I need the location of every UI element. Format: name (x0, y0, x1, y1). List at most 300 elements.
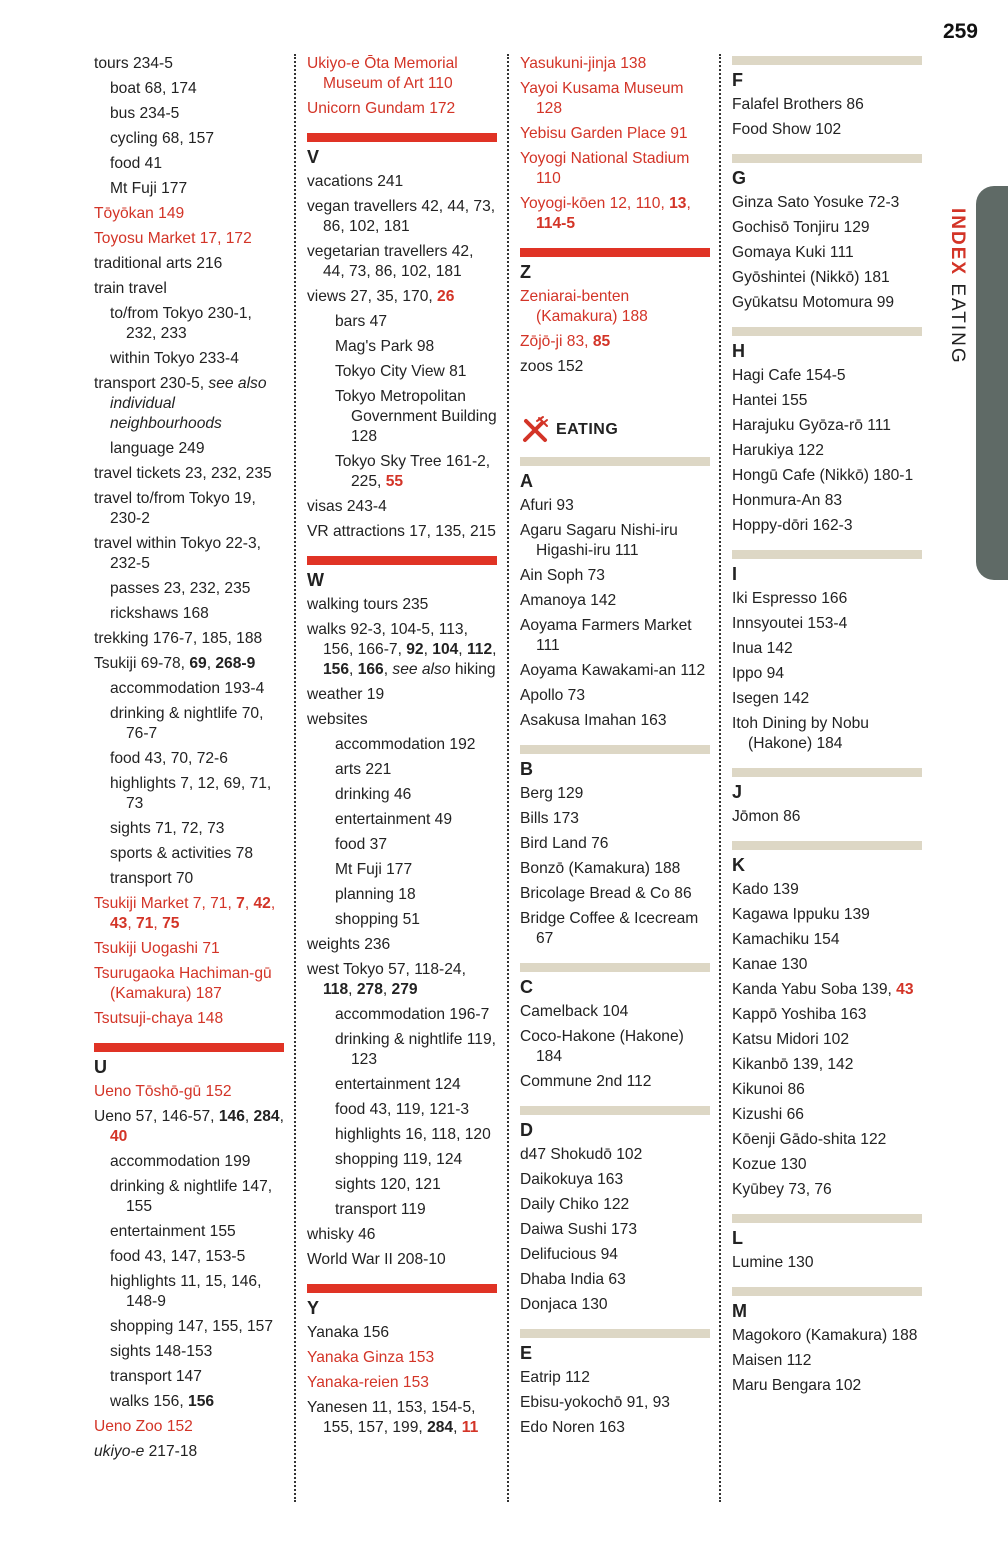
section-rule (732, 841, 922, 850)
page-ref-bold: 92 (406, 641, 424, 658)
entry-text: Kikanbō 139, 142 (732, 1056, 854, 1073)
index-subentry (110, 819, 284, 839)
entry-text: see also individual neighbourhoods (110, 375, 267, 432)
index-letter-heading: E (520, 1343, 533, 1363)
index-entry (732, 516, 922, 536)
index-entry (520, 1418, 710, 1438)
index-subentry (335, 1030, 497, 1070)
index-entry (94, 279, 284, 299)
index-entry (307, 685, 497, 705)
index-entry (732, 614, 922, 634)
entry-text: food 43, 70, 72-6 (110, 750, 228, 767)
entry-text: Donjaca 130 (520, 1296, 608, 1313)
index-letter-heading: A (520, 471, 533, 491)
entry-text: , (492, 641, 497, 658)
entry-text: walks 156, (110, 1393, 189, 1410)
index-subentry (110, 154, 284, 174)
entry-text: Kizushi 66 (732, 1106, 804, 1123)
entry-text: Edo Noren 163 (520, 1419, 625, 1436)
index-entry (94, 464, 284, 484)
index-entry (732, 1005, 922, 1025)
entry-text: Bills 173 (520, 810, 579, 827)
entry-text: accommodation 196-7 (335, 1006, 490, 1023)
index-entry (732, 1155, 922, 1175)
entry-text: Camelback 104 (520, 1003, 629, 1020)
section-rule (732, 56, 922, 65)
page-ref-bold: 278 (356, 981, 383, 998)
entry-text: Tsukiji Uogashi 71 (94, 940, 220, 957)
index-subentry (335, 1005, 497, 1025)
entry-text: Maru Bengara 102 (732, 1377, 862, 1394)
index-entry (94, 1107, 284, 1147)
index-subentry (335, 785, 497, 805)
entry-text: entertainment 124 (335, 1076, 461, 1093)
index-subentry (110, 844, 284, 864)
page-ref-bold: 166 (357, 661, 384, 678)
index-subentry (335, 735, 497, 755)
index-entry (732, 1055, 922, 1075)
index-subentry (335, 1150, 497, 1170)
entry-text: , (423, 641, 433, 658)
index-entry (94, 964, 284, 1004)
entry-text: 217-18 (144, 1443, 198, 1460)
index-entry (94, 629, 284, 649)
index-entry (94, 1082, 284, 1102)
entry-text: sights 148-153 (110, 1343, 213, 1360)
entry-text: boat 68, 174 (110, 80, 197, 97)
index-entry (94, 229, 284, 249)
entry-text: accommodation 193-4 (110, 680, 265, 697)
index-letter-heading: I (732, 564, 738, 584)
index-subentry (335, 1075, 497, 1095)
index-entry (520, 616, 710, 656)
index-entry (307, 1348, 497, 1368)
page-ref-bold: 13 (669, 195, 687, 212)
entry-text: , (382, 981, 392, 998)
entry-text: Innsyoutei 153-4 (732, 615, 848, 632)
eating-section-heading (520, 415, 710, 445)
entry-text: , (206, 655, 216, 672)
index-entry (307, 99, 497, 119)
entry-text: Delifucious 94 (520, 1246, 618, 1263)
index-subentry (335, 387, 497, 447)
chapter-label-section: EATING (947, 283, 968, 365)
entry-text: Kagawa Ippuku 139 (732, 906, 870, 923)
index-subentry (110, 1272, 284, 1312)
index-subentry (335, 1200, 497, 1220)
page-ref-bold: 26 (437, 288, 455, 305)
page-ref-bold: 118 (323, 981, 349, 998)
entry-text: Kyūbey 73, 76 (732, 1181, 832, 1198)
entry-text: weather 19 (307, 686, 385, 703)
index-subentry (335, 860, 497, 880)
index-entry (520, 1270, 710, 1290)
entry-text: see also (392, 661, 451, 678)
eating-heading-label: EATING (556, 421, 619, 438)
index-entry (732, 955, 922, 975)
index-subentry (335, 312, 497, 332)
entry-text: Mt Fuji 177 (110, 180, 188, 197)
entry-text: food 41 (110, 155, 163, 172)
entry-text: Dhaba India 63 (520, 1271, 626, 1288)
entry-text: walks 92-3, 104-5, 113, 156, 166-7, (307, 621, 468, 658)
page-ref-bold: 55 (385, 473, 404, 490)
page-ref-bold: 71 (136, 915, 154, 932)
entry-text: Amanoya 142 (520, 592, 617, 609)
index-letter-heading: F (732, 70, 743, 90)
entry-text: Kanda Yabu Soba 139, (732, 981, 897, 998)
index-entry (732, 120, 922, 140)
section-rule (732, 550, 922, 559)
index-letter-heading: V (307, 147, 320, 167)
entry-text: food 37 (335, 836, 388, 853)
entry-text: arts 221 (335, 761, 392, 778)
entry-text: language 249 (110, 440, 205, 457)
index-entry (520, 784, 710, 804)
index-entry (520, 661, 710, 681)
entry-text: Iki Espresso 166 (732, 590, 848, 607)
index-entry (307, 710, 497, 730)
page-ref-bold: 104 (432, 641, 459, 658)
entry-text: vacations 241 (307, 173, 404, 190)
entry-text: Eatrip 112 (520, 1369, 590, 1386)
index-column-2 (307, 54, 497, 1502)
page-ref-bold: 112 (466, 641, 493, 658)
column-divider (719, 54, 721, 1502)
entry-text: accommodation 199 (110, 1153, 251, 1170)
index-entry (732, 391, 922, 411)
page-ref-bold: 42 (253, 895, 271, 912)
entry-text: Magokoro (Kamakura) 188 (732, 1327, 918, 1344)
index-entry (732, 293, 922, 313)
index-entry (520, 1170, 710, 1190)
index-letter-heading: Y (307, 1298, 320, 1318)
entry-text: Ebisu-yokochō 91, 93 (520, 1394, 670, 1411)
index-entry (307, 595, 497, 615)
index-entry (307, 1323, 497, 1343)
entry-text: Daily Chiko 122 (520, 1196, 630, 1213)
entry-text: Apollo 73 (520, 687, 586, 704)
entry-text: Coco-Hakone (Hakone) 184 (520, 1028, 684, 1065)
section-rule (94, 1043, 284, 1052)
page-number: 259 (942, 20, 978, 43)
page-ref-bold: 156 (323, 661, 350, 678)
index-subentry (335, 1175, 497, 1195)
entry-text: Maisen 112 (732, 1352, 812, 1369)
index-entry (307, 287, 497, 307)
entry-text: drinking & nightlife 119, 123 (335, 1031, 496, 1068)
index-entry (520, 521, 710, 561)
index-entry (520, 591, 710, 611)
entry-text: Zeniarai-benten (Kamakura) 188 (520, 288, 648, 325)
entry-text: whisky 46 (307, 1226, 376, 1243)
entry-text: Ueno Tōshō-gū 152 (94, 1083, 232, 1100)
entry-text: Harukiya 122 (732, 442, 824, 459)
index-entry (94, 254, 284, 274)
index-letter-heading: K (732, 855, 745, 875)
index-entry (732, 1326, 922, 1346)
entry-text: Ain Soph 73 (520, 567, 605, 584)
index-entry (520, 287, 710, 327)
entry-text: west Tokyo 57, 118-24, (307, 961, 466, 978)
entry-text: Honmura-An 83 (732, 492, 843, 509)
index-subentry (335, 452, 497, 492)
index-subentry (110, 1342, 284, 1362)
index-entry (520, 149, 710, 189)
entry-text: shopping 51 (335, 911, 420, 928)
entry-text: Aoyama Farmers Market 111 (520, 617, 692, 654)
page-ref-bold: 268-9 (215, 655, 256, 672)
index-letter-heading: G (732, 168, 747, 188)
index-subentry (335, 1125, 497, 1145)
section-rule (520, 457, 710, 466)
index-subentry (110, 179, 284, 199)
entry-text: websites (307, 711, 368, 728)
entry-text: Unicorn Gundam 172 (307, 100, 456, 117)
index-entry (732, 466, 922, 486)
index-entry (307, 197, 497, 237)
entry-text: Tsurugaoka Hachiman-gū (Kamakura) 187 (94, 965, 272, 1002)
entry-text: VR attractions 17, 135, 215 (307, 523, 496, 540)
entry-text: visas 243-4 (307, 498, 387, 515)
entry-text: Jōmon 86 (732, 808, 801, 825)
index-entry (307, 54, 497, 94)
index-subentry (110, 304, 284, 344)
entry-text: transport 147 (110, 1368, 202, 1385)
fork-knife-icon (520, 415, 550, 445)
index-letter-heading: J (732, 782, 743, 802)
index-entry (732, 1080, 922, 1100)
index-entry (94, 374, 284, 434)
entry-text: Isegen 142 (732, 690, 810, 707)
index-entry (94, 1442, 284, 1462)
index-entry (732, 980, 922, 1000)
entry-text: Mag's Park 98 (335, 338, 435, 355)
index-entry (307, 935, 497, 955)
index-entry (732, 416, 922, 436)
entry-text: , (244, 1108, 254, 1125)
index-subentry (110, 679, 284, 699)
entry-text: drinking 46 (335, 786, 412, 803)
entry-text: Kikunoi 86 (732, 1081, 805, 1098)
index-entry (732, 714, 922, 754)
index-entry (520, 711, 710, 731)
entry-text: Yoyogi National Stadium 110 (520, 150, 690, 187)
entry-text: Food Show 102 (732, 121, 842, 138)
entry-text: Agaru Sagaru Nishi-iru Higashi-iru 111 (520, 522, 678, 559)
index-entry (732, 1351, 922, 1371)
entry-text: Yanaka-reien 153 (307, 1374, 429, 1391)
entry-text: Kozue 130 (732, 1156, 807, 1173)
entry-text: , (383, 661, 393, 678)
index-entry (94, 1417, 284, 1437)
entry-text: shopping 147, 155, 157 (110, 1318, 274, 1335)
index-subentry (110, 1367, 284, 1387)
section-rule (732, 768, 922, 777)
entry-text: highlights 11, 15, 146, 148-9 (110, 1273, 262, 1310)
entry-text: hiking (450, 661, 496, 678)
entry-text: Katsu Midori 102 (732, 1031, 850, 1048)
entry-text: walking tours 235 (307, 596, 429, 613)
index-letter-heading: L (732, 1228, 743, 1248)
entry-text: highlights 7, 12, 69, 71, 73 (110, 775, 272, 812)
page-ref-bold: 279 (391, 981, 418, 998)
page-ref-bold: 284 (427, 1419, 454, 1436)
entry-text: Itoh Dining by Nobu (Hakone) 184 (732, 715, 869, 752)
entry-text: Bridge Coffee & Icecream 67 (520, 910, 699, 947)
entry-text: d47 Shokudō 102 (520, 1146, 643, 1163)
entry-text: bars 47 (335, 313, 388, 330)
index-entry (94, 54, 284, 74)
entry-text: Tōyōkan 149 (94, 205, 185, 222)
index-entry (732, 807, 922, 827)
page-ref-bold: 7 (236, 895, 245, 912)
entry-text: Lumine 130 (732, 1254, 814, 1271)
index-subentry (110, 1317, 284, 1337)
entry-text: travel to/from Tokyo 19, 230-2 (94, 490, 256, 527)
entry-text: Bricolage Bread & Co 86 (520, 885, 692, 902)
index-subentry (110, 129, 284, 149)
index-column-1 (94, 54, 284, 1502)
entry-text: Yanaka 156 (307, 1324, 390, 1341)
index-letter-heading: B (520, 759, 533, 779)
entry-text: transport 119 (335, 1201, 426, 1218)
entry-text: Kanae 130 (732, 956, 808, 973)
entry-text: vegan travellers 42, 44, 73, 86, 102, 181 (307, 198, 496, 235)
page-ref-bold: 85 (592, 333, 611, 350)
entry-text: Ukiyo-e Ōta Memorial Museum of Art 110 (307, 55, 458, 92)
index-letter-heading: D (520, 1120, 533, 1140)
entry-text: Commune 2nd 112 (520, 1073, 652, 1090)
entry-text: Yayoi Kusama Museum 128 (520, 80, 684, 117)
entry-text: Hoppy-dōri 162-3 (732, 517, 853, 534)
index-entry (732, 95, 922, 115)
entry-text: Ueno 57, 146-57, (94, 1108, 219, 1125)
page-ref-bold: 43 (896, 981, 914, 998)
index-subentry (110, 1222, 284, 1242)
entry-text: Kappō Yoshiba 163 (732, 1006, 867, 1023)
index-entry (520, 1245, 710, 1265)
index-entry (94, 654, 284, 674)
index-subentry (335, 362, 497, 382)
entry-text: bus 234-5 (110, 105, 180, 122)
entry-text: World War II 208-10 (307, 1251, 446, 1268)
entry-text: Kōenji Gādo-shita 122 (732, 1131, 887, 1148)
index-entry (94, 1009, 284, 1029)
entry-text: Hongū Cafe (Nikkō) 180-1 (732, 467, 914, 484)
index-entry (307, 242, 497, 282)
entry-text: Ueno Zoo 152 (94, 1418, 193, 1435)
index-entry (94, 534, 284, 574)
index-entry (520, 1295, 710, 1315)
index-entry (520, 884, 710, 904)
entry-text: travel within Tokyo 22-3, 232-5 (94, 535, 261, 572)
index-entry (732, 1180, 922, 1200)
index-entry (732, 1253, 922, 1273)
entry-text: Afuri 93 (520, 497, 574, 514)
section-rule (732, 1214, 922, 1223)
index-subentry (110, 349, 284, 369)
index-entry (307, 497, 497, 517)
entry-text: zoos 152 (520, 358, 584, 375)
index-entry (520, 1145, 710, 1165)
entry-text: Yanesen 11, 153, 154-5, 155, 157, 199, (307, 1399, 476, 1436)
chapter-label-index: INDEX (947, 208, 968, 277)
entry-text: , (686, 195, 691, 212)
index-entry (520, 909, 710, 949)
index-entry (732, 905, 922, 925)
entry-text: Yebisu Garden Place 91 (520, 125, 688, 142)
page-ref-bold: 284 (253, 1108, 280, 1125)
entry-text: sights 120, 121 (335, 1176, 441, 1193)
index-entry (732, 689, 922, 709)
entry-text: , (127, 915, 137, 932)
entry-text: , (270, 895, 276, 912)
entry-text: Gyōshintei (Nikkō) 181 (732, 269, 890, 286)
entry-text: trekking 176-7, 185, 188 (94, 630, 263, 647)
index-entry (307, 1373, 497, 1393)
index-entry (94, 204, 284, 224)
index-entry (520, 1027, 710, 1067)
index-subentry (110, 104, 284, 124)
index-entry (520, 834, 710, 854)
chapter-tab (976, 186, 1008, 580)
entry-text: to/from Tokyo 230-1, 232, 233 (110, 305, 252, 342)
index-subentry (110, 1152, 284, 1172)
index-letter-heading: H (732, 341, 745, 361)
column-divider (294, 54, 296, 1502)
entry-text: transport 70 (110, 870, 194, 887)
entry-text: travel tickets 23, 232, 235 (94, 465, 272, 482)
index-entry (307, 960, 497, 1000)
entry-text: sports & activities 78 (110, 845, 254, 862)
entry-text: Tokyo Metropolitan Government Building 128 (335, 388, 497, 445)
page-ref-bold: 43 (110, 915, 128, 932)
entry-text: Yasukuni-jinja 138 (520, 55, 647, 72)
index-subentry (335, 835, 497, 855)
index-entry (732, 664, 922, 684)
index-entry (94, 939, 284, 959)
index-entry (732, 880, 922, 900)
entry-text: Gochisō Tonjiru 129 (732, 219, 870, 236)
index-subentry (110, 749, 284, 769)
entry-text: , (458, 641, 467, 658)
entry-text: Yanaka Ginza 153 (307, 1349, 435, 1366)
index-subentry (335, 885, 497, 905)
index-entry (307, 1250, 497, 1270)
entry-text: Gyūkatsu Motomura 99 (732, 294, 895, 311)
index-entry (732, 1105, 922, 1125)
entry-text: sights 71, 72, 73 (110, 820, 225, 837)
entry-text: entertainment 49 (335, 811, 453, 828)
page-ref-bold: 156 (188, 1393, 215, 1410)
entry-text: planning 18 (335, 886, 416, 903)
index-entry (94, 894, 284, 934)
index-subentry (335, 910, 497, 930)
index-letter-heading: Z (520, 262, 531, 282)
entry-text: Gomaya Kuki 111 (732, 244, 854, 261)
index-entry (732, 218, 922, 238)
index-entry (307, 1225, 497, 1245)
entry-text: drinking & nightlife 147, 155 (110, 1178, 273, 1215)
entry-text: transport 230-5, (94, 375, 209, 392)
index-subentry (335, 1100, 497, 1120)
entry-text: rickshaws 168 (110, 605, 209, 622)
entry-text: , (244, 895, 254, 912)
index-entry (520, 809, 710, 829)
index-subentry (110, 704, 284, 744)
entry-text: weights 236 (307, 936, 391, 953)
